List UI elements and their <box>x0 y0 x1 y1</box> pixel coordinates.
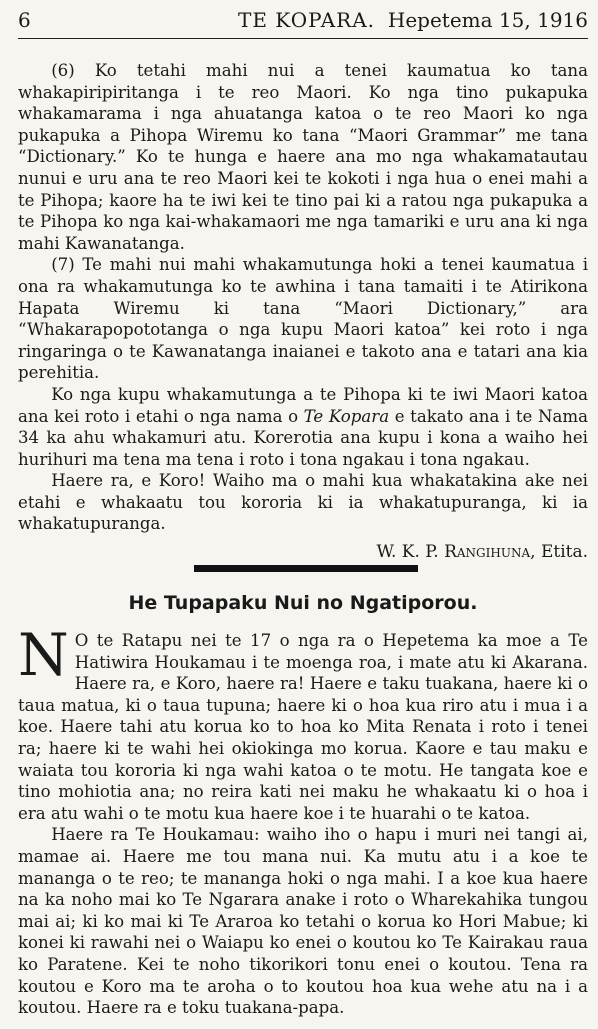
signature-role: , Etita. <box>530 542 588 563</box>
paragraph <box>18 621 588 824</box>
article-continued <box>18 60 588 562</box>
journal-title: TE KOPARA. <box>238 8 376 32</box>
issue-date: Hepetema 15, 1916 <box>387 8 588 32</box>
signature-initials: W. K. P. <box>376 542 439 563</box>
header-rule <box>18 38 588 39</box>
paragraph: Haere ra, e Koro! Waiho ma o mahi kua whakatakina ake nei etahi e whakaatu tou kororia ki ia whakatupuranga, ki ia whakatupuranga. <box>18 471 588 534</box>
page-number: 6 <box>18 8 31 32</box>
article-title: He Tupapaku Nui no Ngatiporou. <box>128 592 478 614</box>
editor-signature <box>18 542 588 562</box>
paragraph: (7) Te mahi nui mahi whakamutunga hoki a tenei kaumatua i ona ra whakamutunga ko te awhina i tana tamaiti i te Atirikona Hapata Wiremu ki tana “Maori Dictionary,” ara “Whakarapopototanga o nga kupu Maori katoa” kei roto i nga ringaringa o te Kawanatanga inaianei e takoto ana e tatari ana kia perehitia. <box>18 255 588 383</box>
paragraph-text: Ko nga kupu whakamutunga a te Pihopa ki te iwi Maori katoa ana kei roto i etahi o nga nama o <box>18 384 588 426</box>
paragraph <box>18 384 588 470</box>
obituary-article <box>18 621 588 1019</box>
section-divider <box>194 565 418 572</box>
page-header <box>18 2 588 36</box>
paragraph: Haere ra Te Houkamau: waiho iho o hapu i muri nei tangi ai, mamae ai. Haere me tou mana nui. Ka mutu atu i a koe te mananga o te reo; te mananga hoki o nga mahi. I a koe kua haere na ka noho mai ko Te Ngarara anake i roto o Wharekahika tungou mai ai; ki ko mai ki Te Araroa ko tetahi o korua ko Hori Mabue; ki konei ki rawahi nei o Waiapu ko enei o koutou ko Te Kairakau raua ko Paratene. Kei te noho tikorikori tonu enei o koutou. Tena ra koutou e Koro ma te aroha o to koutou hoa kua wehe atu na i a koutou. Haere ra e toku tuakana-papa. <box>18 825 588 1018</box>
paragraph-text: O te Ratapu nei te 17 o nga ra o Hepetema ka moe a Te Hatiwira Houkamau i te moenga roa, i mate atu ki Akarana. Haere ra, e Koro, haere ra! Haere e taku tuakana, haere ki o taua matua, ki o taua tupuna; haere ki o hoa kua riro atu i mua i a koe. Haere tahi atu korua ko to hoa ko Mita Renata i roto i tenei ra; haere ki te wahi hei okiokinga mo korua. Kaore e tau maku e waiata tou kororia ki nga wahi katoa o te motu. He tangata koe e tino mohiotia ana; no reira kati nei maku he whakaatu ki o hoa i era atu wahi o te motu kua haere koe i te huarahi o te katoa. <box>18 631 588 823</box>
drop-cap: N <box>18 621 69 689</box>
journal-name-italic: Te Kopara <box>303 406 390 426</box>
paragraph: (6) Ko tetahi mahi nui a tenei kaumatua ko tana whakapiripiritanga i te reo Maori. Ko nga tino pukapuka whakamarama i nga ahuatanga katoa o te reo Maori ko nga pukapuka a Pihopa Wiremu ko tana “Maori Grammar” me tana “Dictionary.” Ko te hunga e haere ana mo nga whakamatautau nunui e uru ana te reo Maori kei te kokoti i nga hua o enei mahi a te Pihopa; kaore ha te iwi kei te tino pai ki a ratou nga pukapuka a te Pihopa ko nga kai-whakamaori me nga tamariki e uru ana ki nga mahi Kawanatanga. <box>18 61 588 253</box>
paragraph-text: e takato ana i te Nama 34 ka ahu whakamuri atu. Korerotia ana kupu i kona a waiho hei hurihuri ma tena ma tena i roto i tona ngakau i tona ngakau. <box>18 406 588 469</box>
signature-name: Rangihuna <box>444 542 531 563</box>
